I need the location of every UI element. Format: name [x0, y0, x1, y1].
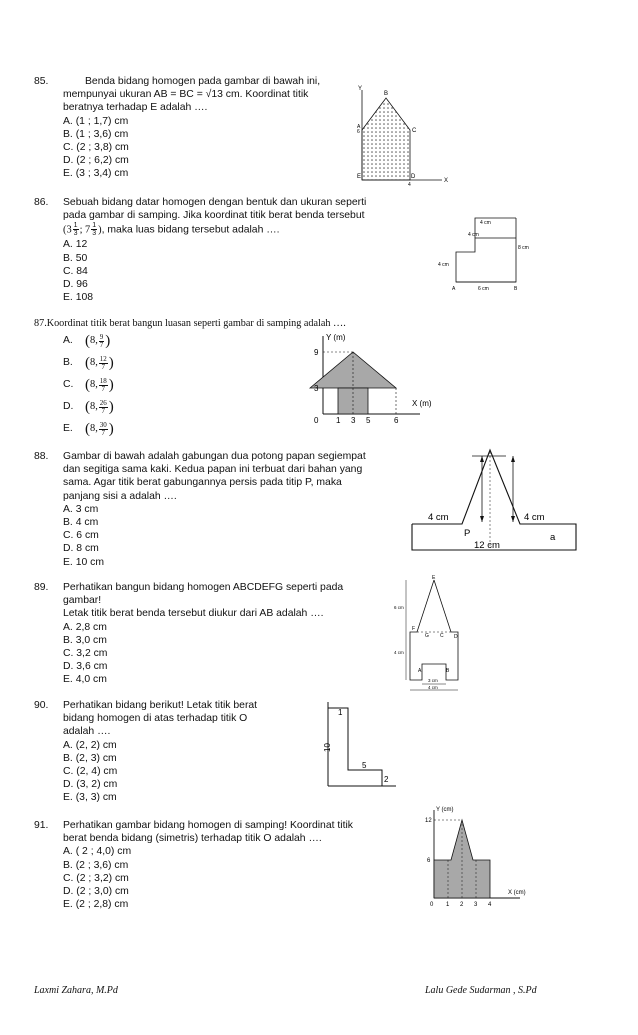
svg-text:5: 5: [362, 761, 367, 770]
option-d: D. ( 8, $\frac{26}{7}$ ): [63, 398, 114, 415]
svg-text:6 cm: 6 cm: [394, 605, 404, 610]
option-e: E. (3, 3) cm: [63, 792, 117, 804]
footer-author-right: Lalu Gede Sudarman , S.Pd: [425, 985, 537, 996]
figure-89-arrow-shape: [392, 574, 472, 694]
svg-text:8 cm: 8 cm: [518, 245, 529, 251]
question-86: 86. Sebuah bidang datar homogen dengan bentuk dan ukuran seperti pada gambar di samping. Jika koordinat titik berat benda tersebut (3 $\frac{1}{3}$ ; 7 $\frac{1}{3}$ ), maka luas bidang tersebut adalah …. A. 12 B. 50 C. 84 D. 96 E. 108: [34, 197, 367, 304]
figure-87-house-graph: [308, 330, 438, 428]
option-d: D. (3, 2) cm: [63, 779, 118, 791]
axis-y-label: Y (m): [326, 333, 346, 342]
question-number: 91.: [34, 820, 49, 831]
option-a: A. (2, 2) cm: [63, 739, 117, 751]
svg-text:C: C: [412, 128, 417, 134]
question-89: 89. Perhatikan bangun bidang homogen ABCDEFG seperti pada gambar! Letak titik berat benda tersebut diukur dari AB adalah …. A. 2,8 cm B. 3,0 cm C. 3,2 cm D. 3,6 cm E. 4,0 cm: [34, 582, 344, 686]
svg-text:A: A: [452, 286, 456, 292]
svg-text:4 cm: 4 cm: [524, 512, 545, 523]
svg-text:12 cm: 12 cm: [474, 540, 500, 551]
option-e: E. (3 ; 3,4) cm: [63, 168, 129, 180]
figure-86-step-shape: [432, 212, 542, 294]
svg-text:3 cm: 3 cm: [428, 678, 438, 683]
question-number: 88.: [34, 451, 49, 462]
svg-text:2: 2: [384, 775, 389, 784]
axis-x-label: X (cm): [508, 890, 526, 896]
svg-text:4 cm: 4 cm: [394, 650, 404, 655]
svg-text:B: B: [384, 91, 389, 97]
svg-text:4 cm: 4 cm: [428, 512, 449, 523]
svg-text:4 cm: 4 cm: [428, 685, 438, 690]
svg-text:E: E: [432, 575, 436, 581]
svg-text:3: 3: [474, 902, 478, 908]
svg-text:F: F: [412, 626, 416, 632]
svg-text:10: 10: [323, 743, 332, 752]
question-90: 90. Perhatikan bidang berikut! Letak titik berat bidang homogen di atas terhadap titik O adalah …. A. (2, 2) cm B. (2, 3) cm C. (2, 4) cm D. (3, 2) cm E. (3, 3) cm: [34, 700, 258, 804]
option-e: E. 4,0 cm: [63, 674, 107, 686]
option-b: B. (1 ; 3,6) cm: [63, 128, 129, 140]
option-b: B. (2, 3) cm: [63, 752, 117, 764]
option-c: C. (2, 4) cm: [63, 766, 118, 778]
question-number: 85.: [34, 76, 49, 87]
option-b: B. ( 8, $\frac{12}{7}$ ): [63, 354, 114, 371]
svg-text:4: 4: [488, 902, 492, 908]
option-d: D. (2 ; 6,2) cm: [63, 155, 129, 167]
svg-text:6: 6: [394, 416, 399, 425]
svg-text:C: C: [440, 633, 444, 639]
fraction: $\frac{1}{3}$: [92, 222, 97, 238]
footer-author-left: Laxmi Zahara, M.Pd: [34, 985, 118, 996]
figure-90-l-shape: [318, 700, 398, 792]
question-number: 86.: [34, 197, 49, 208]
svg-text:4 cm: 4 cm: [480, 220, 491, 226]
svg-text:6: 6: [357, 129, 360, 135]
figure-91-symmetric-shape: [420, 802, 530, 910]
fraction: $\frac{1}{3}$: [73, 222, 78, 238]
svg-text:5: 5: [366, 416, 371, 425]
option-e: E. 108: [63, 292, 94, 304]
option-d: D. (2 ; 3,0) cm: [63, 886, 129, 898]
svg-text:3: 3: [314, 384, 319, 393]
svg-text:D: D: [454, 634, 458, 640]
svg-text:4 cm: 4 cm: [468, 232, 479, 238]
option-a: A. 3 cm: [63, 503, 99, 515]
option-c: C. 6 cm: [63, 530, 99, 542]
axis-x-label: X (m): [412, 399, 432, 408]
question-91: 91. Perhatikan gambar bidang homogen di samping! Koordinat titik berat benda bidang (simetris) terhadap titik O adalah …. A. ( 2 ; 4,0) cm B. (2 ; 3,6) cm C. (2 ; 3,2) cm D. (2 ; 3,0) cm E. (2 ; 2,8) cm: [34, 820, 353, 911]
question-85: 85. Benda bidang homogen pada gambar di bawah ini, mempunyai ukuran AB = BC = √13 cm. Koordinat titik beratnya terhadap E adalah …. A. (1 ; 1,7) cm B. (1 ; 3,6) cm C. (2 ; 3,8) cm D. (2 ; 6,2) cm E. (3 ; 3,4) cm: [34, 76, 321, 180]
svg-text:4: 4: [408, 182, 411, 188]
svg-text:3: 3: [351, 416, 356, 425]
option-b: B. 4 cm: [63, 517, 99, 529]
option-b: B. 50: [63, 252, 88, 264]
question-number: 89.: [34, 582, 49, 593]
figure-88-board: [410, 446, 580, 552]
option-e: E. ( 8, $\frac{30}{7}$ ): [63, 420, 114, 437]
option-c: C. (2 ; 3,2) cm: [63, 872, 129, 884]
svg-text:12: 12: [425, 818, 432, 824]
svg-text:0: 0: [430, 902, 434, 908]
svg-text:B: B: [446, 668, 450, 674]
svg-text:6: 6: [427, 858, 431, 864]
option-d: D. 96: [63, 279, 88, 291]
svg-text:G: G: [425, 633, 429, 639]
svg-text:D: D: [411, 174, 416, 180]
svg-text:2: 2: [460, 902, 464, 908]
svg-text:4 cm: 4 cm: [438, 262, 449, 268]
option-c: C. (2 ; 3,8) cm: [63, 142, 129, 154]
question-number: 87.: [34, 318, 47, 329]
svg-text:A: A: [357, 124, 361, 130]
option-e: E. 10 cm: [63, 556, 104, 568]
option-a: A. ( 2 ; 4,0) cm: [63, 846, 132, 858]
option-c: C. 84: [63, 265, 88, 277]
svg-text:9: 9: [314, 348, 319, 357]
svg-text:P: P: [464, 528, 471, 539]
svg-text:1: 1: [336, 416, 341, 425]
axis-y-label: Y (cm): [436, 807, 454, 813]
svg-text:6 cm: 6 cm: [478, 286, 489, 292]
option-e: E. (2 ; 2,8) cm: [63, 899, 129, 911]
option-d: D. 3,6 cm: [63, 661, 108, 673]
option-b: B. 3,0 cm: [63, 634, 107, 646]
axis-y-label: Y: [358, 86, 363, 92]
question-88: 88. Gambar di bawah adalah gabungan dua potong papan segiempat dan segitiga sama kaki. Kedua papan ini terbuat dari bahan yang sama. Agar titik berat gabungannya persis pada titip P, maka panjang sisi a adalah …. A. 3 cm B. 4 cm C. 6 cm D. 8 cm E. 10 cm: [34, 451, 366, 568]
option-d: D. 8 cm: [63, 543, 99, 555]
q87-options: [63, 330, 114, 440]
svg-text:a: a: [550, 532, 556, 543]
figure-85-house-shape: [350, 82, 450, 190]
svg-text:0: 0: [314, 416, 319, 425]
svg-text:B: B: [514, 286, 518, 292]
option-a: A. 12: [63, 239, 88, 251]
svg-text:A: A: [418, 668, 422, 674]
svg-text:1: 1: [446, 902, 450, 908]
question-number: 90.: [34, 700, 49, 711]
option-a: A. ( 8, $\frac{9}{7}$ ): [63, 332, 111, 349]
option-c: C. 3,2 cm: [63, 648, 108, 660]
option-b: B. (2 ; 3,6) cm: [63, 859, 129, 871]
svg-text:E: E: [357, 174, 362, 180]
svg-text:1: 1: [338, 708, 343, 717]
option-a: A. 2,8 cm: [63, 621, 107, 633]
question-87: 87.Koordinat titik berat bangun luasan seperti gambar di samping adalah ….: [34, 318, 346, 329]
option-a: A. (1 ; 1,7) cm: [63, 115, 129, 127]
option-c: C. ( 8, $\frac{18}{7}$ ): [63, 376, 114, 393]
axis-x-label: X: [444, 178, 449, 184]
